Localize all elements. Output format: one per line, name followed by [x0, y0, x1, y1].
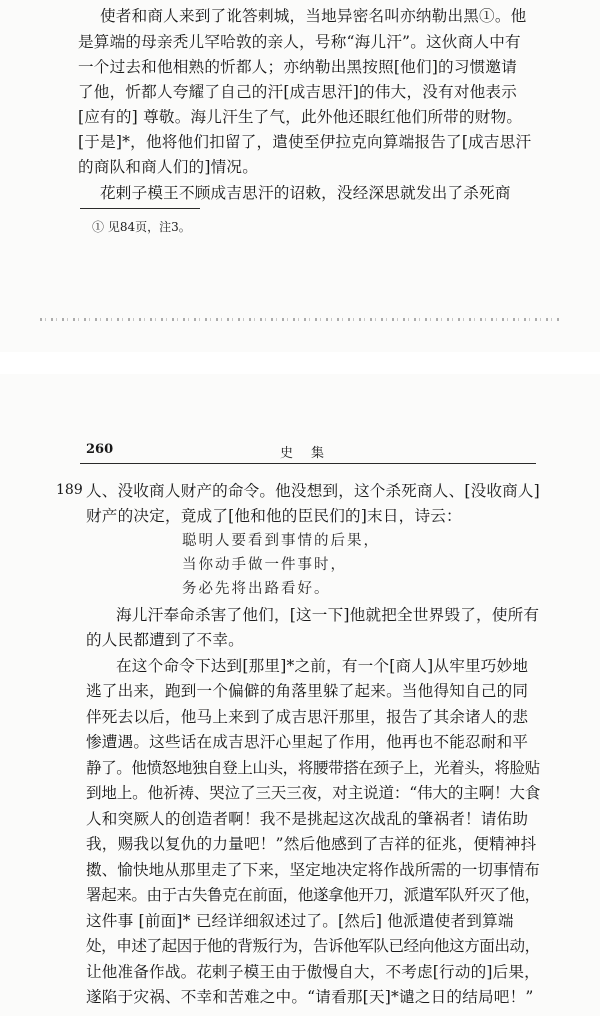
margin-number: 189: [56, 482, 83, 498]
text-line: 遂陷于灾祸、不幸和苦难之中。“请看那[天]*谴之日的结局吧！”: [86, 988, 534, 1006]
poem-line: 务必先将出路看好。: [182, 581, 331, 597]
text-line: 处，申述了起因于他的背叛行为，告诉他军队已经向他这方面出动，: [86, 937, 540, 955]
text-line: 到地上。他祈祷、哭泣了三天三夜，对主说道：“伟大的主啊！大食: [86, 784, 541, 802]
text-line: 署起来。由于古失鲁克在前面，他遂拿他开刀，派遣军队歼灭了他，: [86, 886, 540, 904]
page-number: 260: [86, 442, 114, 457]
text-line: 这件事 [前面]* 已经详细叙述过了。[然后] 他派遣使者到算端: [86, 912, 514, 930]
text-line: [于是]*，他将他们扣留了，遣使至伊拉克向算端报告了[成吉思汗: [78, 133, 532, 151]
text-line: 财产的决定，竟成了[他和他的臣民们的]末日，诗云：: [86, 507, 462, 525]
poem-line: 聪明人要看到事情的后果，: [182, 533, 380, 549]
text-line: 了他，忻都人夸耀了自己的汗[成吉思汗]的伟大，没有对他表示: [78, 83, 517, 101]
footnote-separator: [80, 208, 200, 209]
text-line: 一个过去和他相熟的忻都人；亦纳勒出黑按照[他们]的习惯邀请: [78, 58, 517, 76]
page-gap: [0, 352, 600, 374]
text-line: 的商队和商人们的]情况。: [78, 158, 259, 176]
scan-artifact: [40, 318, 560, 321]
text-line: 是算端的母亲秃儿罕哈敦的亲人，号称“海儿汗”。这伙商人中有: [78, 33, 521, 51]
top-page: [0, 0, 600, 352]
text-line: 人、没收商人财产的命令。他没想到，这个杀死商人、[没收商人]: [86, 482, 540, 500]
text-line: 我，赐我以复仇的力量吧！”然后他感到了吉祥的征兆，便精神抖: [86, 835, 537, 853]
text-line: 伴死去以后，他马上来到了成吉思汗那里，报告了其余诸人的悲: [86, 708, 529, 726]
text-line: 的人民都遭到了不幸。: [86, 631, 244, 649]
text-line: 让他准备作战。花剌子模王由于傲慢自大，不考虑[行动的]后果，: [86, 963, 540, 981]
text-line: 静了。他愤怒地独自登上山头，将腰带搭在颈子上，光着头，将脸贴: [86, 759, 540, 777]
text-line: 使者和商人来到了讹答剌城，当地异密名叫亦纳勒出黑①。他: [100, 7, 527, 25]
text-line: 在这个命令下达到[那里]*之前，有一个[商人]从牢里巧妙地: [116, 657, 529, 675]
text-line: 擞、愉快地从那里走了下来，坚定地决定将作战所需的一切事情布: [86, 861, 540, 879]
poem-line: 当你动手做一件事时，: [182, 557, 347, 573]
text-line: 逃了出来，跑到一个偏僻的角落里躲了起来。当他得知自己的同: [86, 682, 529, 700]
text-line: 花剌子模王不顾成吉思汗的诏敕，没经深思就发出了杀死商: [100, 184, 511, 202]
text-line: 惨遭遇。这些话在成吉思汗心里起了作用，他再也不能忍耐和平: [86, 733, 529, 751]
text-line: 海儿汗奉命杀害了他们，[这一下]他就把全世界毁了，使所有: [116, 606, 540, 624]
bottom-page: [0, 374, 600, 1016]
text-line: [应有的] 尊敬。海儿汗生了气，此外他还眼红他们所带的财物。: [78, 108, 523, 126]
running-title: 史集: [280, 446, 343, 461]
text-line: 人和突厥人的创造者啊！我不是挑起这次战乱的肇祸者！请佑助: [86, 810, 529, 828]
footnote: ① 见84页，注3。: [92, 220, 191, 234]
header-rule: [80, 463, 536, 464]
